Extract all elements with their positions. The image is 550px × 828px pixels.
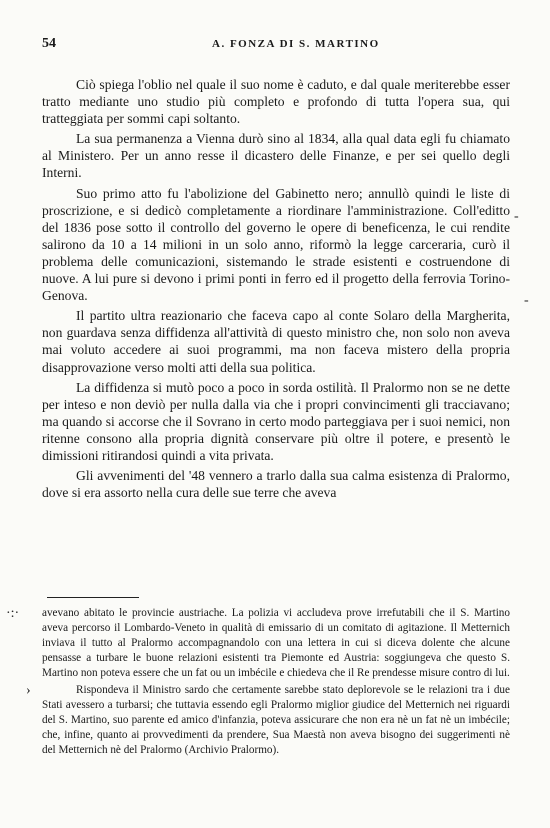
paragraph: Ciò spiega l'oblio nel quale il suo nome è caduto, e dal quale meriterebbe esser tratto mediante uno studio più completo e profondo di tutta l'opera sua, qui tratteggiata per sommi capi soltanto.: [42, 77, 510, 127]
paragraph: La sua permanenza a Vienna durò sino al 1834, alla qual data egli fu chiamato al Ministero. Per un anno resse il dicastero delle Finanze, e per sei quello degli Interni.: [42, 131, 510, 181]
page-header: [42, 36, 522, 56]
paragraph: Suo primo atto fu l'abolizione del Gabinetto nero; annullò quindi le liste di proscrizione, e si dedicò completamente a riordinare l'amministrazione. Coll'editto del 1836 pose sotto il controllo del governo le opere di beneficenza, le cui rendite salirono da 10 a 14 milioni in un solo anno, riformò la legge carceraria, curò il problema delle comunicazioni, sistemando le strade esistenti e costruendone di nuove. A lui pure si devono i primi ponti in ferro ed il progetto della ferrovia Torino-Genova.: [42, 185, 510, 304]
body-text: [42, 76, 510, 504]
margin-mark: ›: [26, 683, 31, 698]
running-title: A. FONZA DI S. MARTINO: [212, 38, 380, 50]
margin-mark: -: [524, 293, 529, 308]
margin-mark: -: [514, 209, 519, 224]
footnote-paragraph: Rispondeva il Ministro sardo che certamente sarebbe stato deplorevole se le relazioni tra i due Stati avessero a turbarsi; che tuttavia essendo egli Pralormo miglior giudice del Metternich nei riguardi del S. Martino, suo parente ed amico d'infanzia, poteva assicurare che non era nè un fat nè un imbécile; che, infine, quanto ai provvedimenti da prendere, Sua Maestà non aveva bisogno dei suggerimenti nè del Metternich nè del Pralormo (Archivio Pralormo).: [42, 684, 510, 756]
page-number: 54: [42, 36, 56, 51]
margin-mark: ·:·: [6, 606, 20, 621]
paragraph: Il partito ultra reazionario che faceva capo al conte Solaro della Margherita, non guardava senza diffidenza all'attività di questo ministro che, non solo non aveva mai voluto accedere ai suoi programmi, ma non faceva mistero della propria disapprovazione verso molti atti della sua politica.: [42, 308, 510, 375]
footnote: [42, 606, 510, 760]
footnote-paragraph: avevano abitato le provincie austriache. La polizia vi accludeva prove irrefutabili che il S. Martino aveva percorso il Lombardo-Veneto in qualità di emissario di un comitato di agitazione. Il Metternich inviava il tutto al Pralormo accompagnandolo con una lettera in cui si diceva dolente che alcune pensasse a turbare le buone relazioni esistenti tra Piemonte ed Austria: soggiungeva che questo S. Martino non poteva essere che un fat ou un imbécile e chiedeva che il Re prendesse misure contro di lui.: [42, 607, 510, 679]
paragraph: La diffidenza si mutò poco a poco in sorda ostilità. Il Pralormo non se ne dette per inteso e non deviò per nulla dalla via che i propri convincimenti gli tracciavano; ma quando si accorse che il Sovrano in certo modo parteggiava per i suoi nemici, non ritenne consono alla propria dignità conservare più oltre il potere, e presentò le dimissioni ritirandosi quindi a vita privata.: [42, 379, 510, 463]
paragraph: Gli avvenimenti del '48 vennero a trarlo dalla sua calma esistenza di Pralormo, dove si era assorto nella cura delle sue terre che aveva: [42, 468, 510, 501]
footnote-rule: [47, 597, 139, 598]
